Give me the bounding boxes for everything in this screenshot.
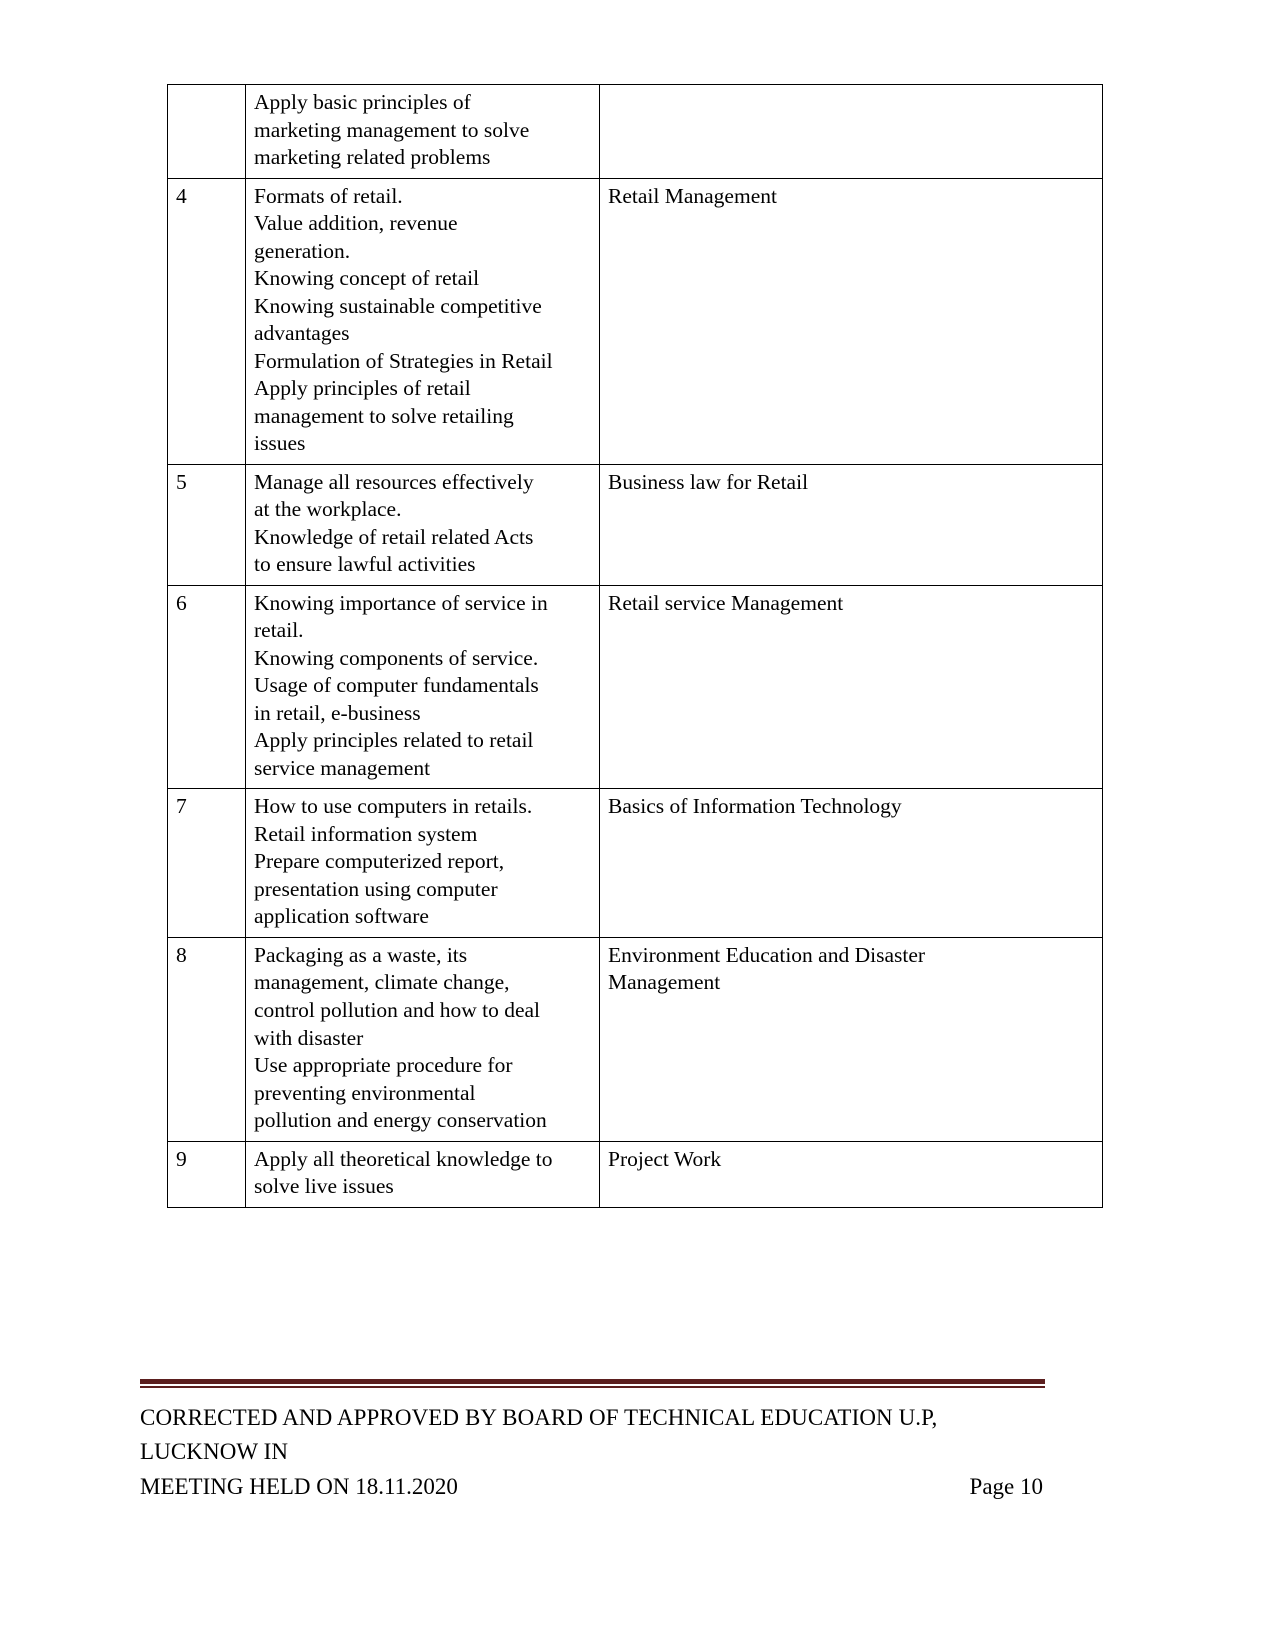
subject-lines bbox=[608, 469, 1095, 497]
syllabus-table-container bbox=[167, 84, 1054, 1208]
page-number: Page 10 bbox=[969, 1474, 1043, 1500]
outcome-line: service management bbox=[254, 755, 431, 780]
outcome-line: Knowing components of service. bbox=[254, 645, 539, 670]
outcome-line: issues bbox=[254, 431, 306, 456]
outcome-line: advantages bbox=[254, 321, 350, 346]
outcome-line: Value addition, revenue bbox=[254, 211, 458, 236]
syllabus-table bbox=[167, 84, 1103, 1208]
outcome-line: Knowing concept of retail bbox=[254, 266, 480, 291]
cell-serial-number: 8 bbox=[168, 937, 246, 1141]
outcome-line: presentation using computer bbox=[254, 876, 498, 901]
table-row bbox=[168, 789, 1103, 938]
outcome-line: How to use computers in retails. bbox=[254, 794, 533, 819]
outcome-line: Usage of computer fundamentals bbox=[254, 673, 539, 698]
outcome-line: Manage all resources effectively bbox=[254, 469, 534, 494]
subject-line: Project Work bbox=[608, 1146, 722, 1171]
cell-serial-number: 4 bbox=[168, 178, 246, 464]
cell-serial-number: 9 bbox=[168, 1141, 246, 1207]
outcome-lines bbox=[254, 793, 592, 931]
table-row bbox=[168, 464, 1103, 585]
cell-serial-number: 5 bbox=[168, 464, 246, 585]
cell-learning-outcomes bbox=[246, 585, 600, 789]
outcome-lines bbox=[254, 183, 592, 458]
footer-meeting-line: MEETING HELD ON 18.11.2020 bbox=[140, 1474, 458, 1500]
subject-line: Retail Management bbox=[608, 183, 777, 208]
cell-learning-outcomes bbox=[246, 789, 600, 938]
cell-subject-name bbox=[600, 1141, 1103, 1207]
outcome-line: Knowledge of retail related Acts bbox=[254, 524, 534, 549]
cell-learning-outcomes bbox=[246, 464, 600, 585]
outcome-lines bbox=[254, 469, 592, 579]
subject-line: Environment Education and Disaster bbox=[608, 942, 926, 967]
footer-approval-line: CORRECTED AND APPROVED BY BOARD OF TECHNICAL EDUCATION U.P, LUCKNOW IN bbox=[140, 1404, 938, 1465]
subject-line: Basics of Information Technology bbox=[608, 794, 902, 819]
outcome-line: to ensure lawful activities bbox=[254, 552, 476, 577]
outcome-line: management to solve retailing bbox=[254, 403, 514, 428]
outcome-line: Knowing sustainable competitive bbox=[254, 293, 542, 318]
outcome-line: at the workplace. bbox=[254, 497, 402, 522]
outcome-lines bbox=[254, 89, 592, 172]
table-row bbox=[168, 1141, 1103, 1207]
cell-subject-name bbox=[600, 937, 1103, 1141]
subject-line: Business law for Retail bbox=[608, 469, 809, 494]
subject-lines bbox=[608, 1146, 1095, 1174]
cell-learning-outcomes bbox=[246, 178, 600, 464]
outcome-line: retail. bbox=[254, 618, 304, 643]
subject-lines bbox=[608, 183, 1095, 211]
outcome-line: solve live issues bbox=[254, 1174, 394, 1199]
cell-learning-outcomes bbox=[246, 85, 600, 179]
cell-serial-number: 6 bbox=[168, 585, 246, 789]
subject-lines bbox=[608, 942, 1095, 997]
footer-rule-thin bbox=[140, 1386, 1045, 1388]
outcome-line: Use appropriate procedure for bbox=[254, 1053, 513, 1078]
outcome-line: Apply all theoretical knowledge to bbox=[254, 1146, 553, 1171]
cell-serial-number: 7 bbox=[168, 789, 246, 938]
subject-line: Management bbox=[608, 970, 721, 995]
cell-subject-name bbox=[600, 464, 1103, 585]
outcome-line: marketing management to solve bbox=[254, 117, 530, 142]
table-row bbox=[168, 178, 1103, 464]
cell-subject-name bbox=[600, 789, 1103, 938]
outcome-line: control pollution and how to deal bbox=[254, 997, 541, 1022]
outcome-line: Prepare computerized report, bbox=[254, 849, 505, 874]
outcome-line: with disaster bbox=[254, 1025, 364, 1050]
outcome-line: Formats of retail. bbox=[254, 183, 403, 208]
outcome-line: preventing environmental bbox=[254, 1080, 476, 1105]
outcome-line: Apply principles related to retail bbox=[254, 728, 534, 753]
outcome-line: pollution and energy conservation bbox=[254, 1108, 547, 1133]
table-row bbox=[168, 585, 1103, 789]
page-footer bbox=[140, 1379, 1045, 1505]
outcome-line: application software bbox=[254, 904, 429, 929]
subject-line: Retail service Management bbox=[608, 590, 844, 615]
subject-lines bbox=[608, 590, 1095, 618]
cell-learning-outcomes bbox=[246, 1141, 600, 1207]
outcome-line: Formulation of Strategies in Retail bbox=[254, 348, 553, 373]
outcome-lines bbox=[254, 590, 592, 783]
footer-text-block bbox=[140, 1401, 1045, 1506]
subject-lines bbox=[608, 793, 1095, 821]
outcome-line: marketing related problems bbox=[254, 145, 491, 170]
outcome-line: Apply basic principles of bbox=[254, 90, 471, 114]
outcome-line: generation. bbox=[254, 238, 351, 263]
cell-subject-name bbox=[600, 178, 1103, 464]
table-row bbox=[168, 85, 1103, 179]
outcome-line: Retail information system bbox=[254, 821, 478, 846]
outcome-lines bbox=[254, 942, 592, 1135]
cell-serial-number bbox=[168, 85, 246, 179]
outcome-lines bbox=[254, 1146, 592, 1201]
outcome-line: in retail, e-business bbox=[254, 700, 421, 725]
footer-meeting-row bbox=[140, 1470, 1045, 1505]
table-row bbox=[168, 937, 1103, 1141]
outcome-line: management, climate change, bbox=[254, 970, 510, 995]
outcome-line: Apply principles of retail bbox=[254, 376, 471, 401]
syllabus-table-body bbox=[168, 85, 1103, 1208]
outcome-line: Knowing importance of service in bbox=[254, 590, 548, 615]
outcome-line: Packaging as a waste, its bbox=[254, 942, 468, 967]
cell-subject-name bbox=[600, 585, 1103, 789]
cell-learning-outcomes bbox=[246, 937, 600, 1141]
cell-subject-name bbox=[600, 85, 1103, 179]
